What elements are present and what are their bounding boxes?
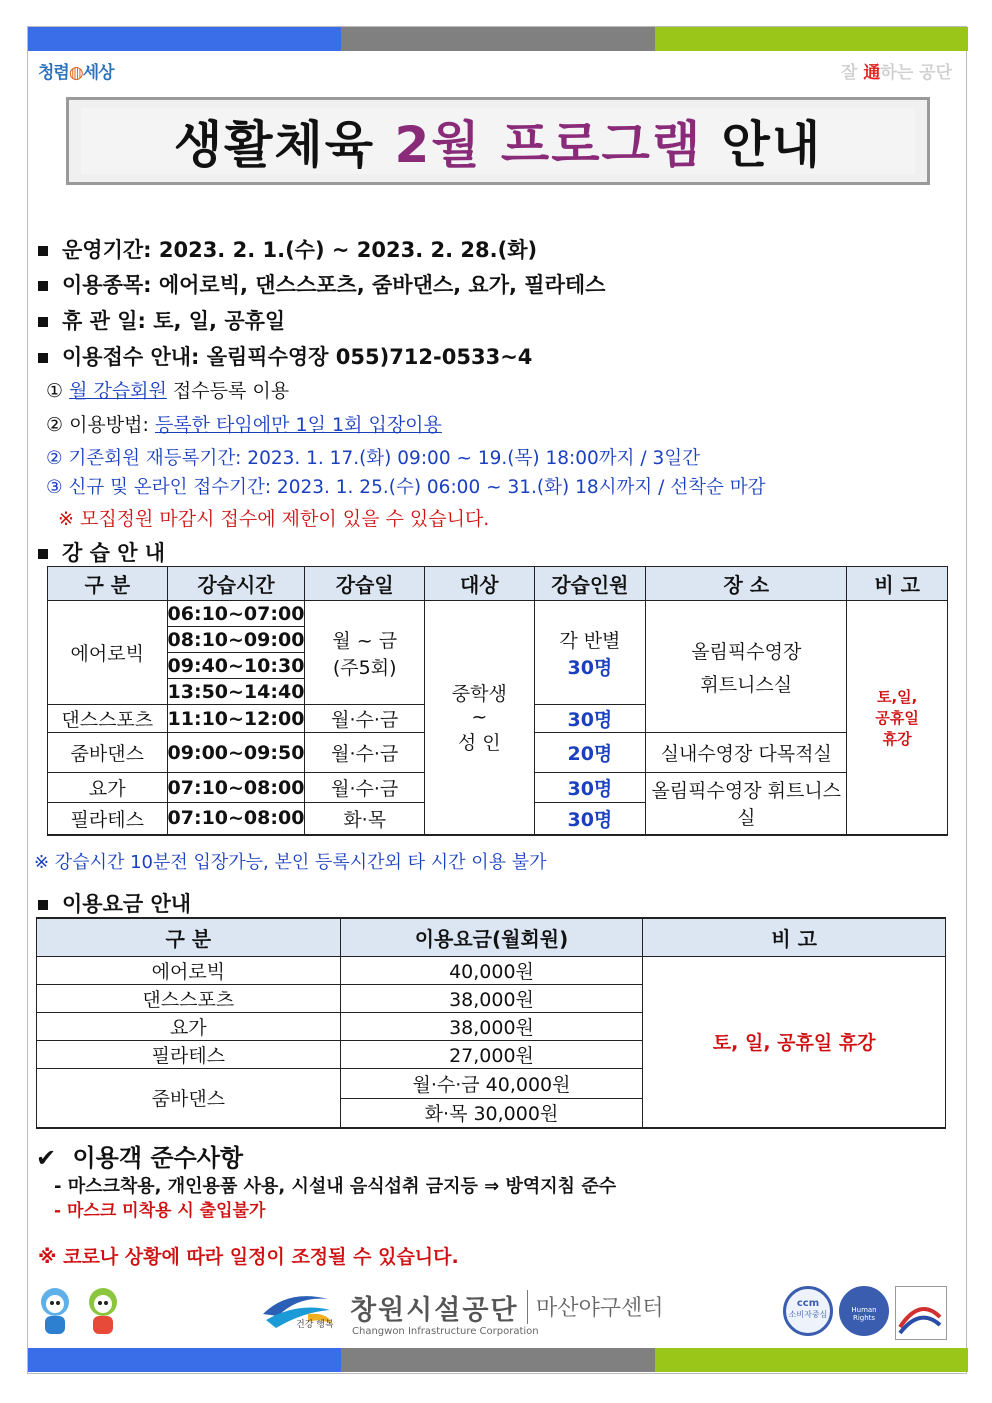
lesson-heading: 강 습 안 내 (38, 537, 165, 567)
col-header: 강습일 (305, 567, 425, 601)
fee-value: 40,000원 (340, 956, 643, 984)
fee-value: 38,000원 (340, 984, 643, 1012)
col-header: 비 고 (847, 567, 948, 601)
certification-mark-icon (895, 1286, 947, 1340)
slogan-logo: 잘 通하는 공단 (841, 63, 952, 83)
fee-value: 월·수·금 40,000원 (340, 1068, 643, 1098)
check-icon: ✔ (36, 1144, 57, 1172)
days-cell: 화·목 (305, 803, 425, 835)
note-3: ② 기존회원 재등록기간: 2023. 1. 17.(화) 09:00 ~ 19.(목) 18:00까지 / 3일간 (46, 448, 701, 469)
fee-name: 에어로빅 (37, 956, 341, 984)
emblem-slogan: 건강 행복 (296, 1320, 334, 1330)
org-name: 창원시설공단 (350, 1295, 519, 1326)
time-cell: 11:10~12:00 (167, 705, 305, 733)
note-4: ③ 신규 및 온라인 접수기간: 2023. 1. 25.(수) 06:00 ~ 31.(화) 18시까지 / 선착순 마감 (46, 477, 766, 498)
pilates-name: 필라테스 (48, 803, 168, 835)
human-rights-badge-icon: Human Rights (839, 1286, 889, 1336)
col-header: 강습시간 (167, 567, 305, 601)
note-1: ① 월 강습회원 접수등록 이용 (46, 380, 290, 402)
col-header: 구 분 (37, 918, 341, 956)
remark-cell: 토,일, 공휴일 휴강 (847, 601, 948, 835)
col-header: 구 분 (48, 567, 168, 601)
time-cell: 07:10~08:00 (167, 773, 305, 803)
note-2: ② 이용방법: 등록한 타임에만 1일 1회 입장이용 (46, 414, 442, 436)
capacity-cell: 30명 (534, 803, 646, 835)
zumba-name: 줌바댄스 (48, 733, 168, 773)
fee-name: 요가 (37, 1012, 341, 1040)
rules-heading: ✔ 이용객 준수사항 (36, 1144, 244, 1172)
org-english-name: Changwon Infrastructure Corporation (352, 1326, 539, 1337)
time-cell: 09:00~09:50 (167, 733, 305, 773)
fee-table (36, 917, 946, 1129)
integrity-logo: 청렴◍세상 (38, 63, 114, 83)
capacity-cell: 30명 (534, 705, 646, 733)
corporation-emblem-icon (258, 1284, 338, 1342)
aerobic-capacity: 각 반별 30명 (534, 601, 646, 705)
fee-heading: 이용요금 안내 (38, 888, 191, 918)
aerobic-name: 에어로빅 (48, 601, 168, 705)
fee-remark: 토, 일, 공휴일 휴강 (643, 956, 946, 1128)
title-box (66, 97, 930, 185)
dance-name: 댄스스포츠 (48, 705, 168, 733)
fee-name: 줌바댄스 (37, 1068, 341, 1128)
aerobic-days: 월 ~ 금 (주5회) (305, 601, 425, 705)
days-cell: 월·수·금 (305, 733, 425, 773)
col-header: 비 고 (643, 918, 946, 956)
info-items: 이용종목: 에어로빅, 댄스스포츠, 줌바댄스, 요가, 필라테스 (38, 269, 605, 299)
fee-name: 댄스스포츠 (37, 984, 341, 1012)
mascot-icon (35, 1284, 130, 1340)
time-cell: 09:40~10:30 (167, 654, 305, 677)
lesson-table (47, 566, 948, 836)
capacity-cell: 30명 (534, 773, 646, 803)
rule-1: - 마스크착용, 개인용품 사용, 시설내 음식섭취 금지등 ⇒ 방역지침 준수 (54, 1176, 617, 1197)
days-cell: 월·수·금 (305, 705, 425, 733)
col-header: 대상 (424, 567, 534, 601)
info-closed: 휴 관 일: 토, 일, 공휴일 (38, 305, 285, 335)
covid-notice: ※ 코로나 상황에 따라 일정이 조정될 수 있습니다. (38, 1246, 459, 1268)
days-cell: 월·수·금 (305, 773, 425, 803)
target-cell: 중학생 ~ 성 인 (424, 601, 534, 835)
fee-value: 38,000원 (340, 1012, 643, 1040)
fee-value: 27,000원 (340, 1040, 643, 1068)
fee-name: 필라테스 (37, 1040, 341, 1068)
col-header: 장 소 (646, 567, 847, 601)
lesson-footnote: ※ 강습시간 10분전 입장가능, 본인 등록시간외 타 시간 이용 불가 (34, 852, 547, 873)
ccm-badge-icon: ccm 소비자중심 (783, 1286, 833, 1336)
time-cell: 08:10~09:00 (167, 628, 305, 651)
capacity-cell: 20명 (534, 733, 646, 773)
top-color-bar (28, 27, 968, 51)
yoga-pilates-place: 올림픽수영장 휘트니스실 (646, 773, 847, 835)
fee-value: 화·목 30,000원 (340, 1098, 643, 1128)
bottom-color-bar (28, 1348, 968, 1372)
note-5: ※ 모집정원 마감시 접수에 제한이 있을 수 있습니다. (58, 508, 490, 530)
col-header: 이용요금(월회원) (340, 918, 643, 956)
time-cell: 07:10~08:00 (167, 803, 305, 835)
time-cell: 06:10~07:00 (167, 602, 305, 625)
info-contact: 이용접수 안내: 올림픽수영장 055)712-0533~4 (38, 341, 532, 371)
rule-2: - 마스크 미착용 시 출입불가 (54, 1201, 266, 1221)
center-name: 마산야구센터 (536, 1296, 664, 1321)
zumba-place: 실내수영장 다목적실 (646, 733, 847, 773)
place-cell: 올림픽수영장 휘트니스실 (646, 601, 847, 733)
yoga-name: 요가 (48, 773, 168, 803)
info-period: 운영기간: 2023. 2. 1.(수) ~ 2023. 2. 28.(화) (38, 234, 537, 264)
time-cell: 13:50~14:40 (167, 680, 305, 703)
page-title: 생활체육 2월 프로그램 안내 (173, 116, 823, 174)
col-header: 강습인원 (534, 567, 646, 601)
footer-divider (527, 1290, 528, 1324)
